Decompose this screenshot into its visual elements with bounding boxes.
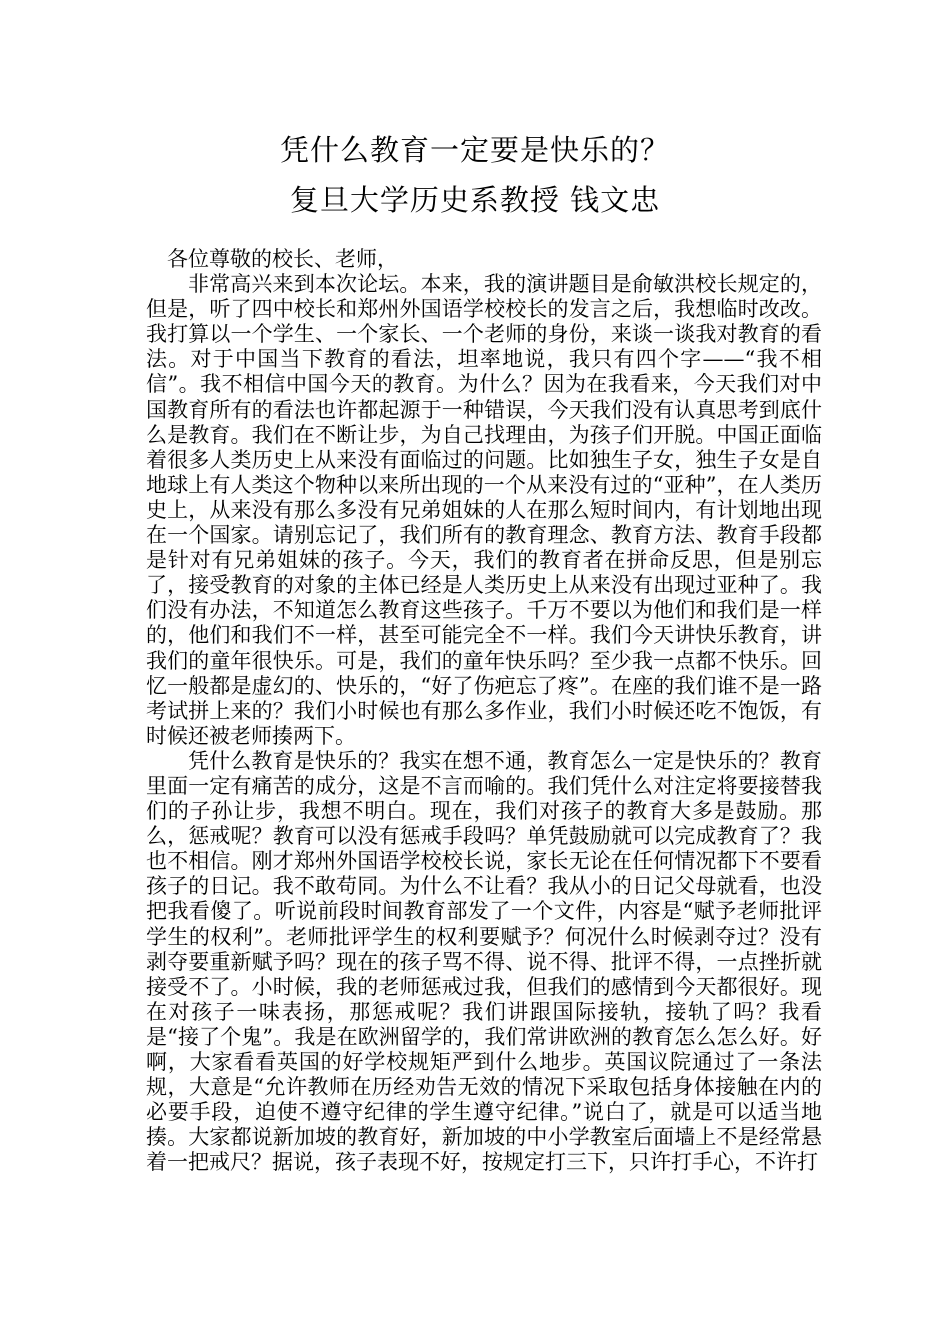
document-body: [146, 247, 822, 1175]
paragraph-2: 凭什么教育是快乐的？我实在想不通，教育怎么一定是快乐的？教育里面一定有痛苦的成分，这是不言而喻的。我们凭什么对注定将要接替我们的子孙让步，我想不明白。现在，我们对孩子的教育大多是鼓励。那么，惩戒呢？教育可以没有惩戒手段吗？单凭鼓励就可以完成教育了？我也不相信。刚才郑州外国语学校校长说，家长无论在任何情况都下不要看孩子的日记。我不敢苟同。为什么不让看？我从小的日记父母就看，也没把我看傻了。听说前段时间教育部发了一个文件，内容是“赋予老师批评学生的权利”。老师批评学生的权利要赋予？何况什么时候剥夺过？没有剥夺要重新赋予吗？现在的孩子骂不得、说不得、批评不得，一点挫折就接受不了。小时候，我的老师惩戒过我，但我们的感情到今天都很好。现在对孩子一味表扬，那惩戒呢？我们讲跟国际接轨，接轨了吗？我看是“接了个鬼”。我是在欧洲留学的，我们常讲欧洲的教育怎么怎么好。好啊，大家看看英国的好学校规矩严到什么地步。英国议院通过了一条法规，大意是“允许教师在历经劝告无效的情况下采取包括身体接触在内的必要手段，迫使不遵守纪律的学生遵守纪律。”说白了，就是可以适当地揍。大家都说新加坡的教育好，新加坡的中小学教室后面墙上不是经常悬着一把戒尺？据说，孩子表现不好，按规定打三下，只许打手心，不许打: [146, 748, 822, 1175]
document-title: 凭什么教育一定要是快乐的？: [279, 133, 670, 167]
salutation: 各位尊敬的校长、老师，: [167, 247, 398, 271]
paragraph-1: 非常高兴来到本次论坛。本来，我的演讲题目是俞敏洪校长规定的，但是，听了四中校长和郑州外国语学校校长的发言之后，我想临时改改。我打算以一个学生、一个家长、一个老师的身份，来谈一谈我对教育的看法。对于中国当下教育的看法，坦率地说，我只有四个字——“我不相信”。我不相信中国今天的教育。为什么？因为在我看来，今天我们对中国教育所有的看法也许都起源于一种错误，今天我们没有认真思考到底什么是教育。我们在不断让步，为自己找理由，为孩子们开脱。中国正面临着很多人类历史上从来没有面临过的问题。比如独生子女，独生子女是自地球上有人类这个物种以来所出现的一个从来没有过的“亚种”，在人类历史上，从来没有那么多没有兄弟姐妹的人在那么短时间内，有计划地出现在一个国家。请别忘记了，我们所有的教育理念、教育方法、教育手段都是针对有兄弟姐妹的孩子。今天，我们的教育者在拼命反思，但是别忘了，接受教育的对象的主体已经是人类历史上从来没有出现过亚种了。我们没有办法，不知道怎么教育这些孩子。千万不要以为他们和我们是一样的，他们和我们不一样，甚至可能完全不一样。我们今天讲快乐教育，讲我们的童年很快乐。可是，我们的童年快乐吗？至少我一点都不快乐。回忆一般都是虚幻的、快乐的，“好了伤疤忘了疼”。在座的我们谁不是一路考试拼上来的？我们小时候也有那么多作业，我们小时候还吃不饱饭，有时候还被老师揍两下。: [146, 272, 822, 748]
document-subtitle: 复旦大学历史系教授 钱文忠: [289, 183, 661, 217]
